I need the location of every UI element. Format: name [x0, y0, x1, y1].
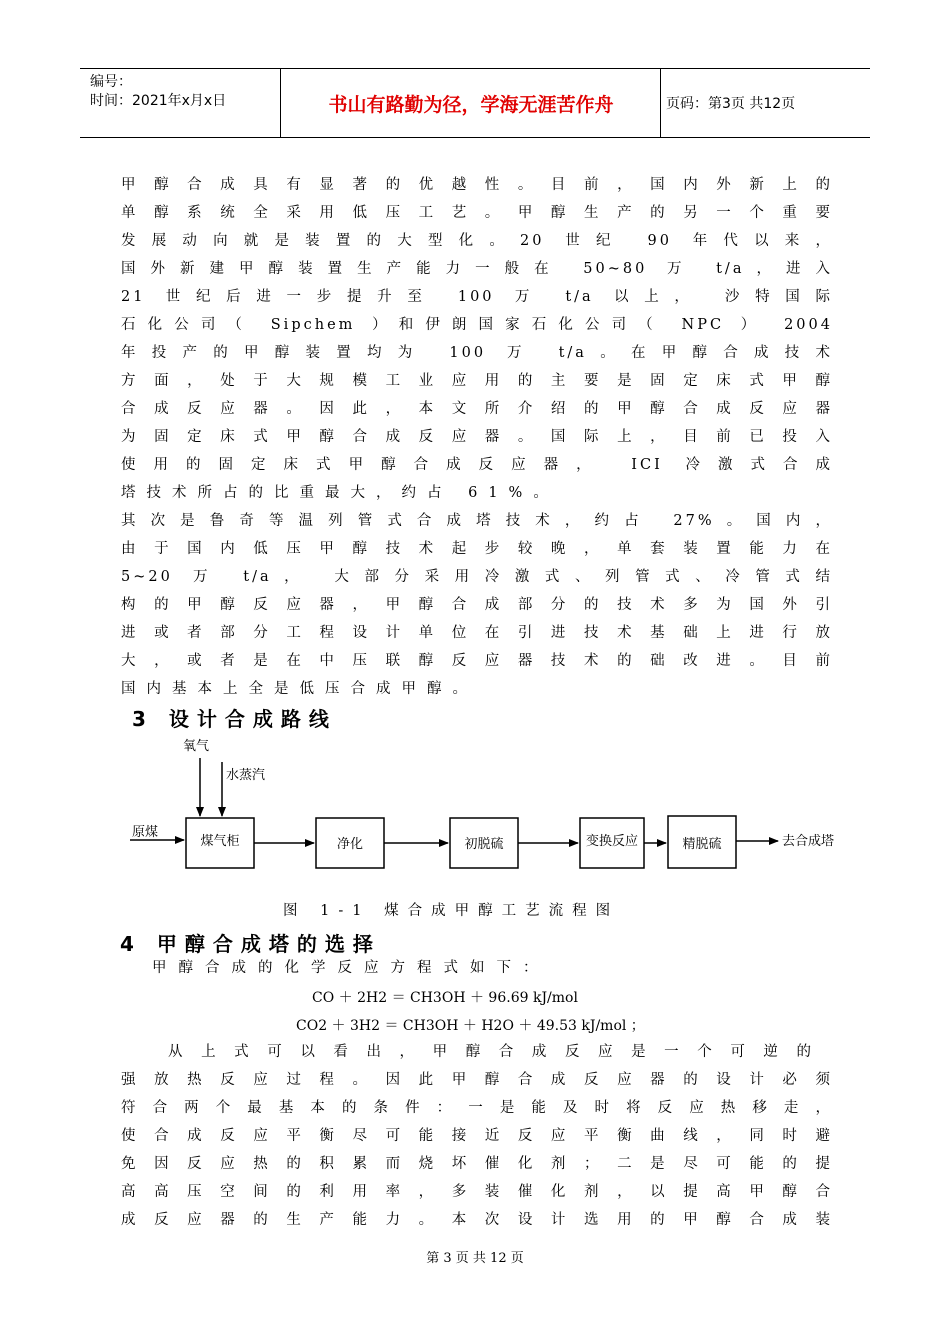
text-line: 成反应器的生产能力。本次设计选用的甲醇合成装 [121, 1212, 833, 1228]
text-line: 使合成反应平衡尽可能接近反应平衡曲线，同时避 [121, 1128, 833, 1144]
text-line: 方面，处于大规模工业应用的主要是固定床式甲醇 [121, 373, 833, 389]
header-divider [280, 69, 281, 137]
primary-desulfurization-label: 初脱硫 [464, 837, 504, 852]
equation-2: CO2 ＋ 3H2 ＝ CH3OH ＋ H2O ＋ 49.53 kJ/mol ； [296, 1018, 645, 1034]
section-3-heading: 3 设计合成路线 [132, 707, 337, 731]
header-divider [660, 69, 661, 137]
text-line: 免因反应热的积累而烧坏催化剂；二是尽可能的提 [121, 1156, 833, 1172]
figure-caption: 图 1-1 煤合成甲醇工艺流程图 [283, 903, 620, 919]
text-line: 从上式可以看出，甲醇合成反应是一个可逆的 [168, 1044, 814, 1060]
text-line: 甲醇合成具有显著的优越性。目前，国内外新上的 [121, 177, 833, 193]
paragraph-3 [152, 954, 622, 982]
figure-caption-wrap [283, 897, 663, 925]
header-motto: 书山有路勤为径，学海无涯苦作舟 [328, 93, 614, 116]
oxygen-label: 氧气 [183, 739, 210, 754]
text-line: 国内基本上全是低压合成甲醇。 [121, 681, 478, 697]
paragraph-4 [121, 1066, 833, 1234]
steam-label: 水蒸汽 [226, 768, 266, 783]
text-line: 构的甲醇反应器，甲醇合成部分的技术多为国外引 [121, 597, 833, 613]
paragraph-4-first [168, 1038, 814, 1066]
header-page-info: 页码：第3页 共12页 [666, 96, 796, 112]
text-line: 强放热反应过程。因此甲醇合成反应器的设计必须 [121, 1072, 833, 1088]
text-line: 为固定床式甲醇合成反应器。国际上，目前已投入 [121, 429, 833, 445]
text-line: 单醇系统全采用低压工艺。甲醇生产的另一个重要 [121, 205, 833, 221]
gas-holder-label: 煤气柜 [200, 834, 240, 849]
text-line: 大，或者是在中压联醇反应器技术的础改进。目前 [121, 653, 833, 669]
text-line: 年投产的甲醇装置均为 100 万 t/a。在甲醇合成技术 [121, 345, 833, 361]
text-line: 国外新建甲醇装置生产能力一般在 50~80 万 t/a，进入 [121, 261, 833, 277]
shift-reaction-label: 变换反应 [585, 834, 639, 849]
text-line: 塔技术所占的比重最大，约占 61%。 [121, 485, 559, 501]
text-line: 由于国内低压甲醇技术起步较晚，单套装置能力在 [121, 541, 833, 557]
text-line: 甲醇合成的化学反应方程式如下： [152, 960, 550, 976]
text-line: 高高压空间的利用率，多装催化剂，以提高甲醇合 [121, 1184, 833, 1200]
text-line: 进或者部分工程设计单位在引进技术基础上进行放 [121, 625, 833, 641]
to-synthesis-tower-label: 去合成塔 [782, 834, 835, 849]
process-flow-diagram [120, 732, 860, 882]
equation-1: CO ＋ 2H2 ＝ CH3OH ＋ 96.69 kJ/mol [312, 990, 578, 1006]
raw-coal-label: 原煤 [132, 825, 159, 840]
doc-number-label: 编号： [90, 74, 132, 90]
text-line: 21 世纪后进一步提升至 100 万 t/a 以上， 沙特国际 [121, 289, 833, 305]
doc-time-label: 时间：2021年x月x日 [90, 93, 227, 109]
paragraph-1 [121, 171, 833, 507]
page-footer: 第 3 页 共 12 页 [426, 1251, 524, 1266]
text-line: 符合两个最基本的条件：一是能及时将反应热移走， [121, 1100, 833, 1116]
text-line: 5~20 万 t/a， 大部分采用冷激式、列管式、冷管式结 [121, 569, 833, 585]
header-meta [90, 73, 226, 111]
text-line: 其次是鲁奇等温列管式合成塔技术，约占 27%。国内， [121, 513, 833, 529]
text-line: 合成反应器。因此，本文所介绍的甲醇合成反应器 [121, 401, 833, 417]
fine-desulfurization-label: 精脱硫 [682, 837, 722, 852]
paragraph-2 [121, 507, 833, 703]
section-4-heading: 4 甲醇合成塔的选择 [120, 932, 381, 956]
text-line: 使用的固定床式甲醇合成反应器， ICI 冷激式合成 [121, 457, 833, 473]
text-line: 石化公司（ Sipchem ）和伊朗国家石化公司（ NPC ） 2004 [121, 317, 833, 333]
page-header [80, 68, 870, 138]
text-line: 发展动向就是装置的大型化。20 世纪 90 年代以来， [121, 233, 833, 249]
purification-label: 净化 [336, 837, 364, 852]
